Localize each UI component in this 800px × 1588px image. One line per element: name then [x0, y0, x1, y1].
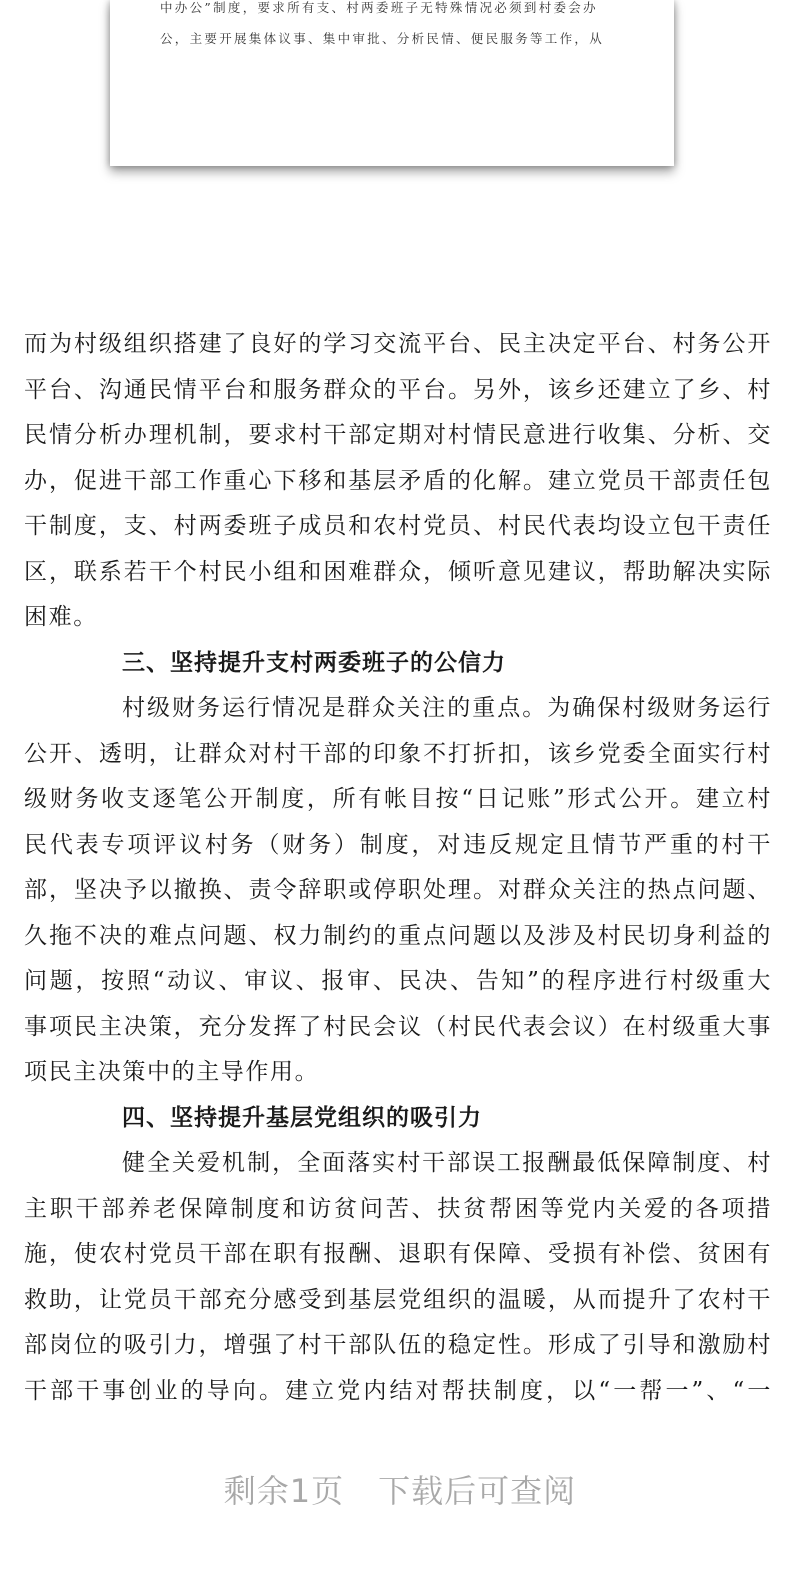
download-prompt[interactable] [0, 1466, 800, 1512]
text-line: 民代表专项评议村务（财务）制度，对违反规定且情节严重的村干 [24, 831, 772, 858]
section-heading-4: 四、坚持提升基层党组织的吸引力 [122, 1104, 482, 1131]
text-line: 级财务收支逐笔公开制度，所有帐目按“日记账”形式公开。建立村 [24, 786, 772, 812]
document-body [24, 322, 772, 1414]
text-line: 办，促进干部工作重心下移和基层矛盾的化解。建立党员干部责任包 [24, 467, 772, 494]
text-line: 项民主决策中的主导作用。 [24, 1059, 320, 1085]
text-line: 部，坚决予以撤换、责令辞职或停职处理。对群众关注的热点问题、 [24, 877, 772, 903]
card-text-line: 中办公”制度，要求所有支、村两委班子无特殊情况必须到村委会办 [160, 0, 598, 15]
text-line: 村级财务运行情况是群众关注的重点。为确保村级财务运行 [122, 695, 772, 721]
download-to-view-label: 下载后可查阅 [378, 1472, 577, 1510]
text-line: 区，联系若干个村民小组和困难群众，倾听意见建议，帮助解决实际 [24, 558, 772, 585]
preview-page-card [110, 0, 674, 166]
text-line: 健全关爱机制，全面落实村干部误工报酬最低保障制度、村 [122, 1150, 772, 1176]
section-heading-3: 三、坚持提升支村两委班子的公信力 [122, 649, 506, 676]
text-line: 公开、透明，让群众对村干部的印象不打折扣，该乡党委全面实行村 [24, 740, 772, 767]
text-line: 主职干部养老保障制度和访贫问苦、扶贫帮困等党内关爱的各项措 [24, 1195, 772, 1222]
text-line: 平台、沟通民情平台和服务群众的平台。另外，该乡还建立了乡、村 [24, 376, 772, 403]
text-line: 民情分析办理机制，要求村干部定期对村情民意进行收集、分析、交 [24, 422, 772, 448]
text-line: 施，使农村党员干部在职有报酬、退职有保障、受损有补偿、贫困有 [24, 1241, 772, 1267]
text-line: 部岗位的吸引力，增强了村干部队伍的稳定性。形成了引导和激励村 [24, 1332, 772, 1358]
text-line: 久拖不决的难点问题、权力制约的重点问题以及涉及村民切身利益的 [24, 922, 772, 949]
text-line: 干制度，支、村两委班子成员和农村党员、村民代表均设立包干责任 [24, 513, 772, 539]
text-line: 而为村级组织搭建了良好的学习交流平台、民主决定平台、村务公开 [24, 331, 772, 357]
text-line: 困难。 [24, 604, 98, 630]
text-line: 问题，按照“动议、审议、报审、民决、告知”的程序进行村级重大 [24, 968, 772, 994]
card-text-line: 公，主要开展集体议事、集中审批、分析民情、便民服务等工作，从 [160, 31, 605, 46]
text-line: 事项民主决策，充分发挥了村民会议（村民代表会议）在村级重大事 [24, 1013, 772, 1040]
text-line: 救助，让党员干部充分感受到基层党组织的温暖，从而提升了农村干 [24, 1286, 772, 1313]
remaining-pages-label: 剩余1页 [223, 1472, 345, 1510]
text-line: 干部干事创业的导向。建立党内结对帮扶制度，以“一帮一”、“一 [24, 1377, 772, 1404]
